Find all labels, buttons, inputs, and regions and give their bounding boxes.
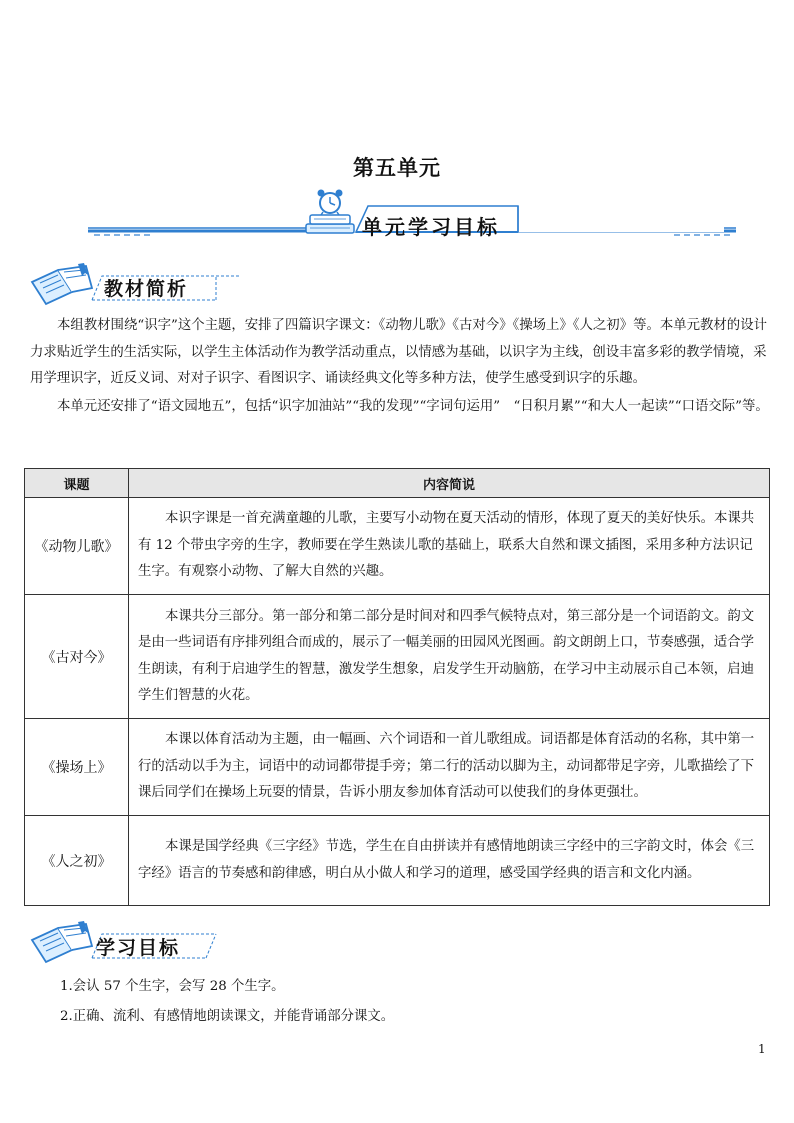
section-heading-analysis: 教材简析 — [104, 278, 189, 300]
lesson-title: 《人之初》 — [25, 816, 129, 906]
table-row — [25, 595, 770, 719]
goal-item: 1.会认 57 个生字，会写 28 个生字。 — [60, 979, 285, 994]
books-alarm-clock-icon — [302, 186, 358, 240]
intro-paragraph: 本组教材围绕“识字”这个主题，安排了四篇识字课文：《动物儿歌》《古对今》《操场上》《人之初》等。本单元教材的设计力求贴近学生的生活实际，以学生主体活动作为教学活动重点，以情感为基础，以识字为主线，创设丰富多彩的教学情境，采用学理识字，近反义词、对对子识字、看图识字、诵读经典文化等多种方法，使学生感受到识字的乐趣。 — [30, 318, 767, 386]
table-row — [25, 816, 770, 906]
table-row — [25, 498, 770, 595]
lesson-summary: 本课共分三部分。第一部分和第二部分是时间对和四季气候特点对，第三部分是一个词语韵文。韵文是由一些词语有序排列组合而成的，展示了一幅美丽的田园风光图画。韵文朗朗上口，节奏感强，适合学生朗读，有利于启迪学生的智慧，激发学生想象，启发学生开动脑筋，在学习中主动展示自己本领，启迪学生们智慧的火花。 — [129, 595, 770, 719]
banner-label: 单元学习目标 — [362, 215, 500, 239]
open-book-icon — [28, 262, 96, 308]
lesson-title: 《动物儿歌》 — [25, 498, 129, 595]
lesson-title: 《操场上》 — [25, 719, 129, 816]
lesson-title: 《古对今》 — [25, 595, 129, 719]
page-number: 1 — [758, 1042, 766, 1056]
lesson-summary: 本课是国学经典《三字经》节选，学生在自由拼读并有感情地朗读三字经中的三字韵文时，体会《三字经》语言的节奏感和韵律感，明白从小做人和学习的道理，感受国学经典的语言和文化内涵。 — [129, 816, 770, 906]
lesson-summary: 本识字课是一首充满童趣的儿歌，主要写小动物在夏天活动的情形，体现了夏天的美好快乐。本课共有 12 个带虫字旁的生字，教师要在学生熟读儿歌的基础上，联系大自然和课文插图，采用多种方法识记生字。有观察小动物、了解大自然的兴趣。 — [129, 498, 770, 595]
goal-item: 2.正确、流利、有感情地朗读课文，并能背诵部分课文。 — [60, 1009, 395, 1024]
table-header-summary: 内容简说 — [129, 469, 770, 498]
lesson-table — [24, 468, 770, 906]
page-title: 第五单元 — [353, 156, 441, 180]
open-book-icon — [28, 920, 96, 966]
table-header-lesson: 课题 — [25, 469, 129, 498]
section-heading-goals: 学习目标 — [96, 937, 181, 959]
lesson-summary: 本课以体育活动为主题，由一幅画、六个词语和一首儿歌组成。词语都是体育活动的名称，其中第一行的活动以手为主，词语中的动词都带提手旁；第二行的活动以脚为主，动词都带足字旁，儿歌描绘了下课后同学们在操场上玩耍的情景，告诉小朋友参加体育活动可以使我们的身体更强壮。 — [129, 719, 770, 816]
intro-paragraph: 本单元还安排了“语文园地五”，包括“识字加油站”“我的发现”“字词句运用” “日积月累”“和大人一起读”“口语交际”等。 — [57, 399, 769, 414]
table-row — [25, 719, 770, 816]
table-header-row — [25, 469, 770, 498]
